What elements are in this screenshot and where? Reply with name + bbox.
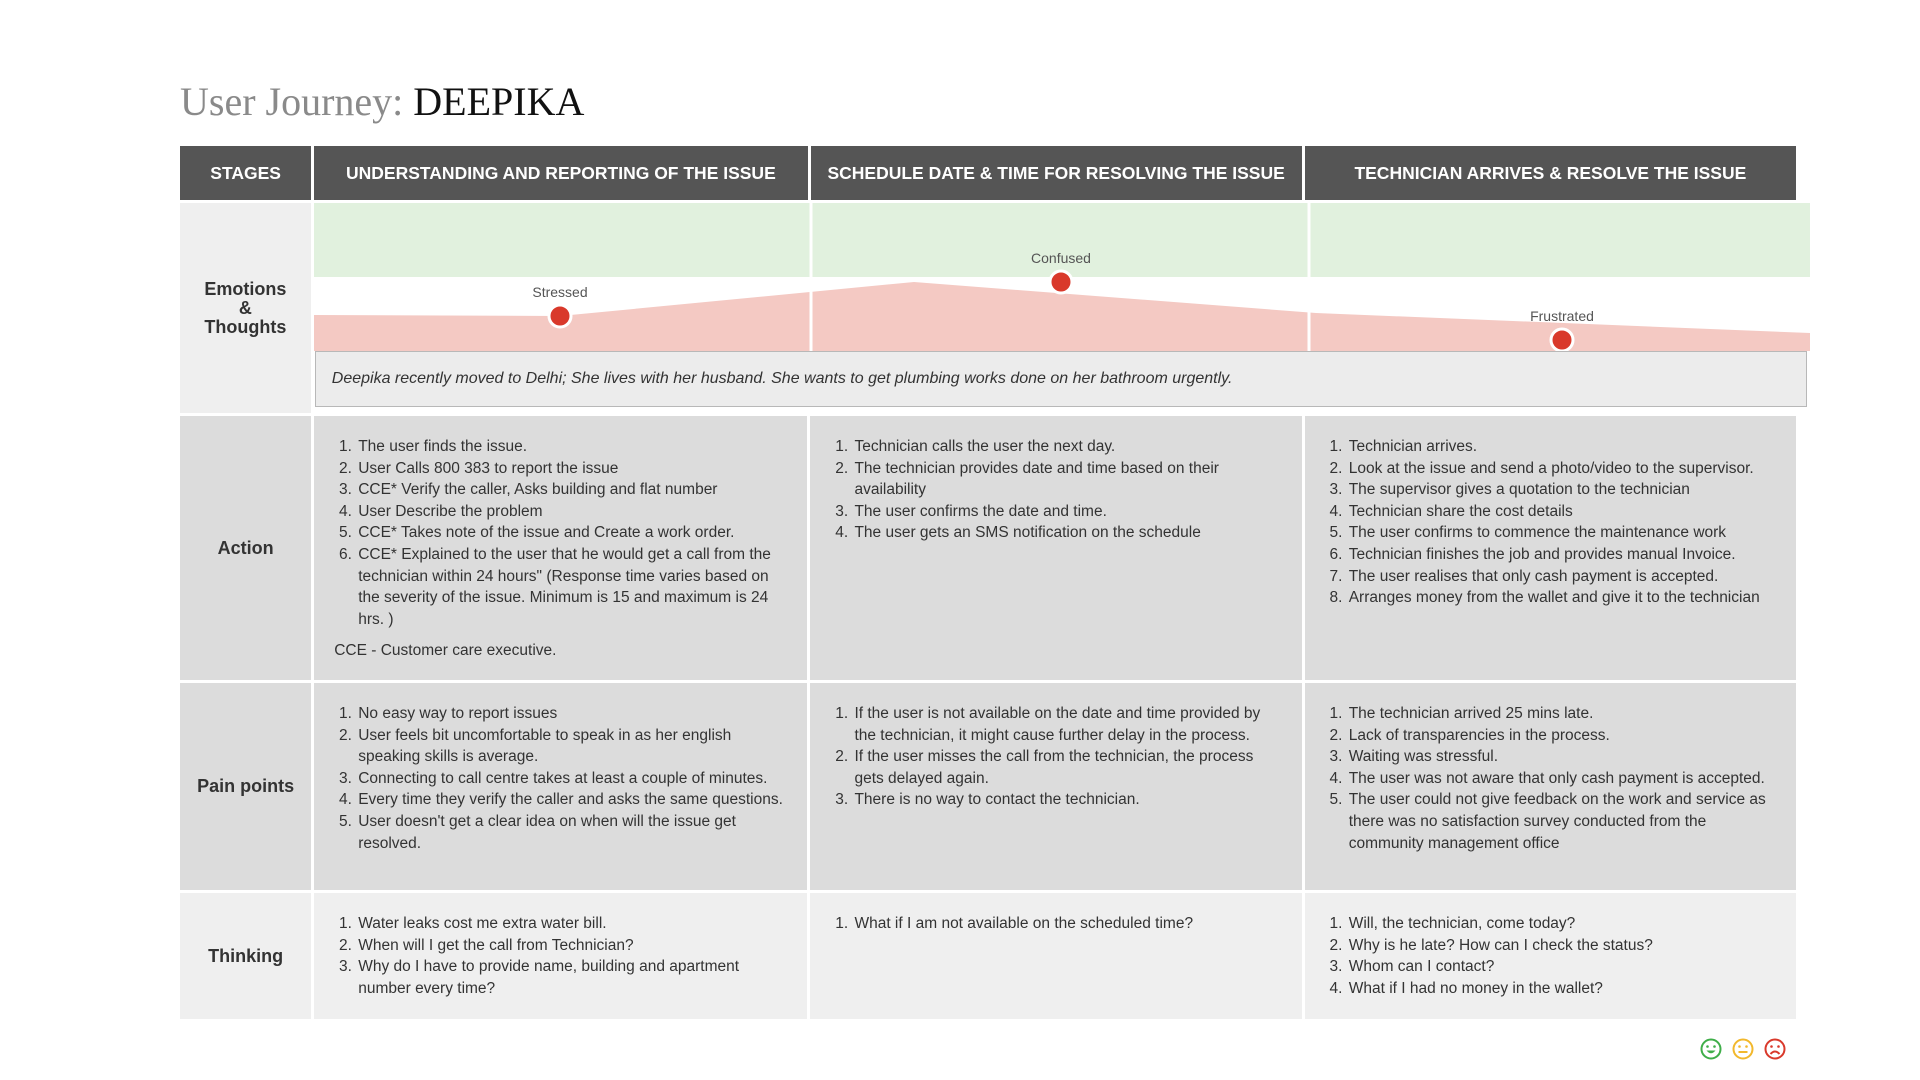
list-item: 1. Will, the technician, come today? <box>1347 913 1778 935</box>
list-item: 5. User doesn't get a clear idea on when will the issue get resolved. <box>356 811 789 854</box>
happy-face-icon <box>1700 1038 1722 1060</box>
list-item: 3. Why do I have to provide name, building and apartment number every time? <box>356 956 789 999</box>
action-row <box>180 416 1796 680</box>
emotion-point-confused <box>1050 271 1072 293</box>
list-item: 4. The user was not aware that only cash payment is accepted. <box>1347 768 1778 790</box>
list-item: 3. Connecting to call centre takes at least a couple of minutes. <box>356 768 789 790</box>
list-item: 5. The user confirms to commence the maintenance work <box>1347 522 1778 544</box>
thinking-stage-1 <box>314 893 807 1019</box>
list-item: 1. If the user is not available on the date and time provided by the technician, it might cause further delay in the process. <box>852 703 1283 746</box>
list-item: 1. The technician arrived 25 mins late. <box>1347 703 1778 725</box>
list-item: 1. Water leaks cost me extra water bill. <box>356 913 789 935</box>
emotion-point-stressed <box>549 305 571 327</box>
list-item: 2. Lack of transparencies in the process. <box>1347 725 1778 747</box>
list-item: 1. What if I am not available on the scheduled time? <box>852 913 1283 935</box>
title-prefix: User Journey: <box>180 79 414 124</box>
list-item: 8. Arranges money from the wallet and give it to the technician <box>1347 587 1778 609</box>
pain-label: Pain points <box>180 683 311 890</box>
emotion-label-stressed: Stressed <box>532 284 588 300</box>
list-item: 4. Every time they verify the caller and asks the same questions. <box>356 789 789 811</box>
list-item: 3. Waiting was stressful. <box>1347 746 1778 768</box>
list-item: 2. User Calls 800 383 to report the issue <box>356 458 789 480</box>
pain-row <box>180 683 1796 890</box>
action-list-3 <box>1325 436 1778 609</box>
list-item: 5. The user could not give feedback on the work and service as there was no satisfaction survey conducted from the community management office <box>1347 789 1778 854</box>
list-item: 4. Technician share the cost details <box>1347 501 1778 523</box>
persona-name: DEEPIKA <box>413 79 585 124</box>
header-stage-1: UNDERSTANDING AND REPORTING OF THE ISSUE <box>314 146 807 200</box>
thinking-list-2 <box>830 913 1283 935</box>
list-item: 2. If the user misses the call from the technician, the process gets delayed again. <box>852 746 1283 789</box>
list-item: 2. The technician provides date and time based on their availability <box>852 458 1283 501</box>
thinking-stage-2 <box>810 893 1301 1019</box>
thinking-list-3 <box>1325 913 1778 999</box>
list-item: 2. User feels bit uncomfortable to speak in as her english speaking skills is average. <box>356 725 789 768</box>
list-item: 3. CCE* Verify the caller, Asks building and flat number <box>356 479 789 501</box>
list-item: 3. There is no way to contact the technician. <box>852 789 1283 811</box>
list-item: 3. The user confirms the date and time. <box>852 501 1283 523</box>
header-stage-3: TECHNICIAN ARRIVES & RESOLVE THE ISSUE <box>1305 146 1796 200</box>
list-item: 2. When will I get the call from Technician? <box>356 935 789 957</box>
page-title <box>180 78 584 125</box>
pain-stage-2 <box>810 683 1301 890</box>
thinking-stage-3 <box>1305 893 1796 1019</box>
emotions-label-line2: & <box>238 297 252 318</box>
thinking-list-1 <box>334 913 789 999</box>
journey-grid <box>180 146 1796 1019</box>
list-item: 4. User Describe the problem <box>356 501 789 523</box>
emotion-label-frustrated: Frustrated <box>1529 308 1594 324</box>
list-item: 6. CCE* Explained to the user that he would get a call from the technician within 24 hours" (Response time varies based on the severity of the issue. Minimum is 15 and maximum is 24 hrs. ) <box>356 544 789 630</box>
emotion-label-confused: Confused <box>1030 250 1091 266</box>
sad-face-icon <box>1764 1038 1786 1060</box>
action-stage-2 <box>810 416 1301 680</box>
pain-list-1 <box>334 703 789 854</box>
pain-list-2 <box>830 703 1283 811</box>
list-item: 4. The user gets an SMS notification on the schedule <box>852 522 1283 544</box>
emotion-curve-area <box>314 203 1796 413</box>
list-item: 4. What if I had no money in the wallet? <box>1347 978 1778 1000</box>
list-item: 1. Technician calls the user the next day. <box>852 436 1283 458</box>
list-item: 5. CCE* Takes note of the issue and Create a work order. <box>356 522 789 544</box>
action-stage-3 <box>1305 416 1796 680</box>
list-item: 3. Whom can I contact? <box>1347 956 1778 978</box>
thinking-row <box>180 893 1796 1019</box>
action-label: Action <box>180 416 311 680</box>
neutral-face-icon <box>1732 1038 1754 1060</box>
list-item: 1. The user finds the issue. <box>356 436 789 458</box>
header-stage-2: SCHEDULE DATE & TIME FOR RESOLVING THE ISSUE <box>811 146 1302 200</box>
cce-footnote: CCE - Customer care executive. <box>334 642 557 660</box>
header-stages: STAGES <box>180 146 311 200</box>
action-stage-1 <box>314 416 807 680</box>
action-list-2 <box>830 436 1283 544</box>
list-item: 1. Technician arrives. <box>1347 436 1778 458</box>
emotions-label <box>180 203 311 413</box>
pain-stage-1 <box>314 683 807 890</box>
list-item: 2. Look at the issue and send a photo/video to the supervisor. <box>1347 458 1778 480</box>
action-list-1 <box>334 436 789 630</box>
pain-stage-3 <box>1305 683 1796 890</box>
list-item: 6. Technician finishes the job and provides manual Invoice. <box>1347 544 1778 566</box>
list-item: 7. The user realises that only cash payment is accepted. <box>1347 566 1778 588</box>
pain-list-3 <box>1325 703 1778 854</box>
list-item: 2. Why is he late? How can I check the status? <box>1347 935 1778 957</box>
emotions-row <box>180 203 1796 413</box>
emotions-label-line1: Emotions <box>204 278 287 299</box>
emotions-label-line3: Thoughts <box>204 316 287 337</box>
emotion-point-frustrated <box>1551 329 1573 351</box>
list-item: 1. No easy way to report issues <box>356 703 789 725</box>
context-statement: Deepika recently moved to Delhi; She lives with her husband. She wants to get plumbing works done on her bathroom urgently. <box>315 351 1807 407</box>
thinking-label: Thinking <box>180 893 311 1019</box>
list-item: 3. The supervisor gives a quotation to the technician <box>1347 479 1778 501</box>
header-row <box>180 146 1796 200</box>
